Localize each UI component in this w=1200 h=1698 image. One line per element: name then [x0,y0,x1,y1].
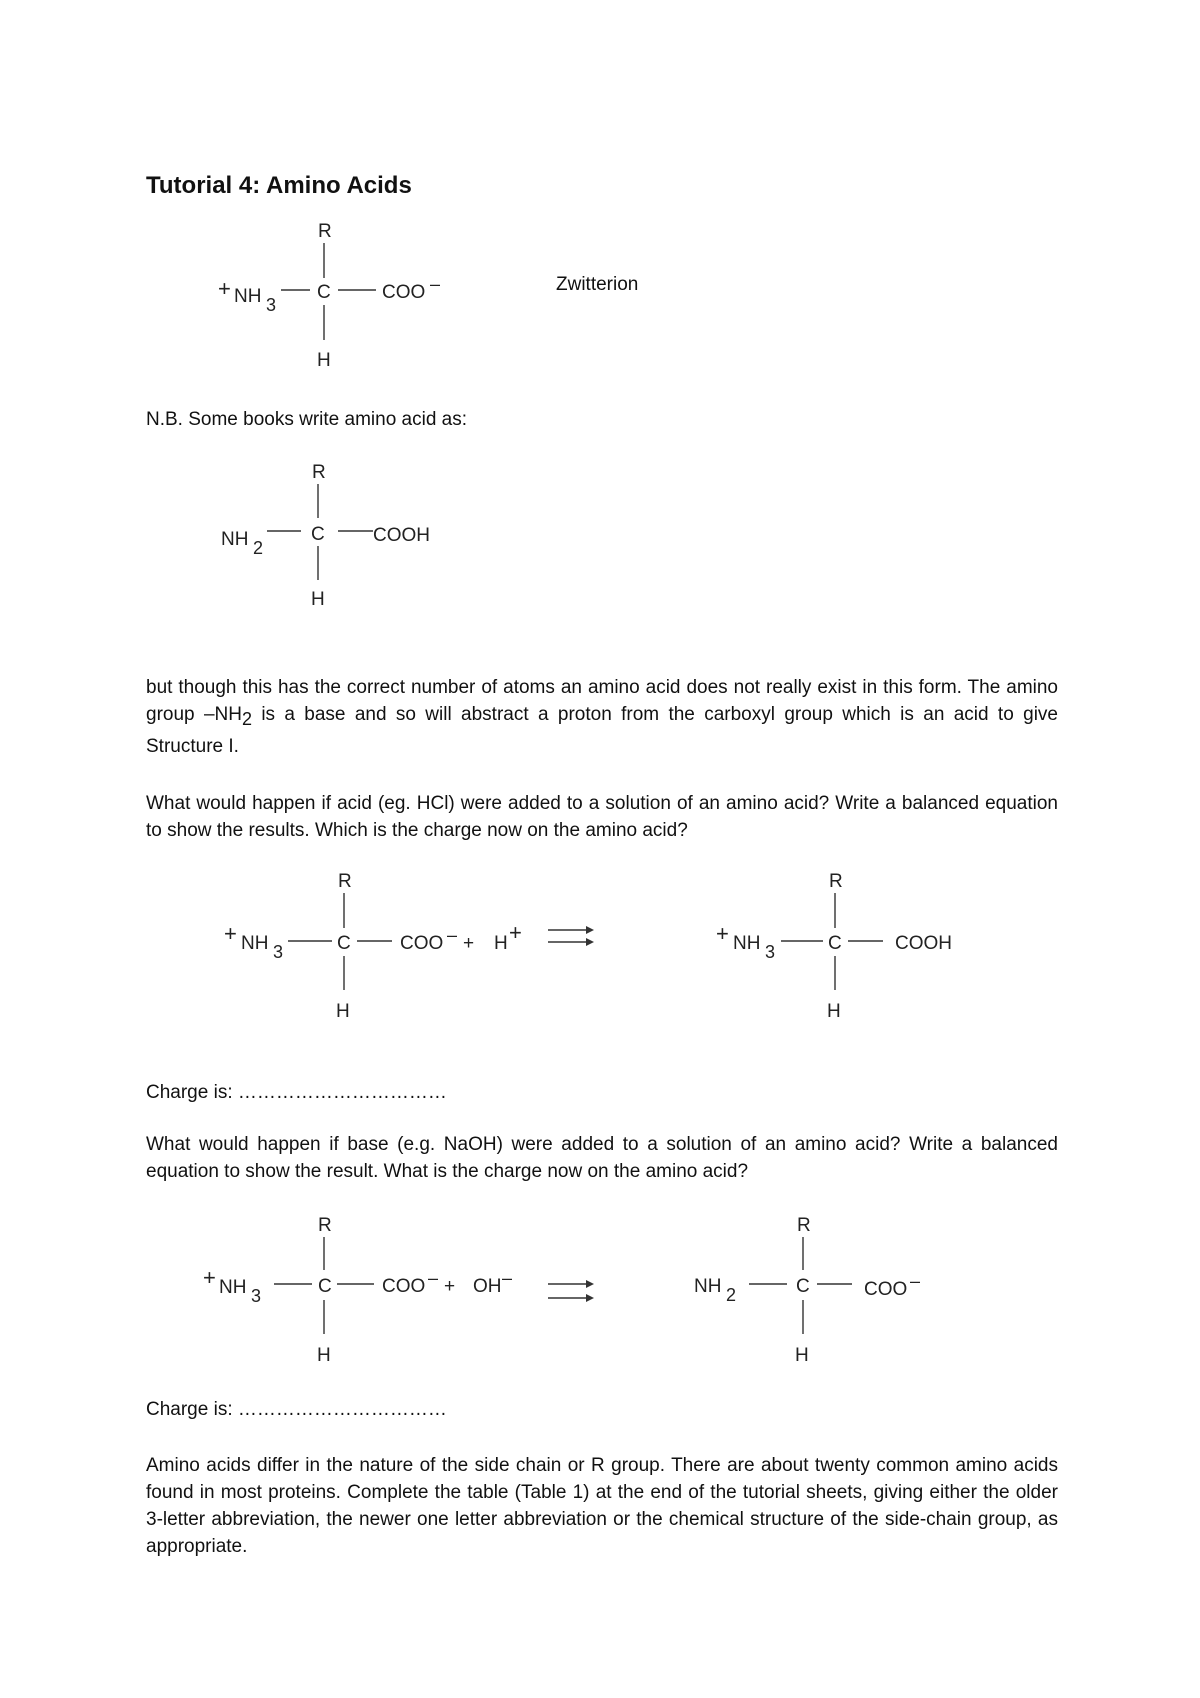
explanation-text-a: but though this has the correct number of atoms an amino acid does not really exist in this form. The amino group –NH [146,677,1058,725]
subscript-2: 2 [253,538,264,558]
carboxyl-label: COOH [373,525,430,546]
amine-label: NH [219,1277,247,1298]
hydroxide-label: OH [473,1276,502,1297]
alpha-carbon-label: C [317,282,331,303]
plus-operator: + [463,933,475,954]
product-anion [694,1215,920,1366]
zwitterion-label: Zwitterion [556,274,639,295]
hydrogen-label: H [311,589,325,610]
minus-charge: – [910,1271,921,1291]
r-group-label: R [318,221,332,242]
alpha-carbon-label: C [318,1276,332,1297]
carboxylate-label: COO [382,282,426,303]
nb-note: N.B. Some books write amino acid as: [146,409,468,430]
proton-charge: + [509,920,522,945]
hydroxide-charge: – [502,1268,513,1288]
carboxylate-label: COO [400,933,444,954]
acid-question: What would happen if acid (eg. HCl) were added to a solution of an amino acid? Write a balanced equation to show the results. Which is the charge now on the amino acid? [146,793,1058,841]
subscript-2: 2 [726,1285,737,1305]
subscript-3: 3 [251,1286,262,1306]
amine-label: NH [733,933,761,954]
alpha-carbon-label: C [828,933,842,954]
equilibrium-arrows [548,1280,594,1302]
carboxylate-label: COO [382,1276,426,1297]
explanation-text-b: is a base and so will abstract a proton from the carboxyl group which is an acid to give Structure I. [146,704,1058,757]
charge-answer-line-base: Charge is: …………………………… [146,1399,447,1420]
closing-paragraph: Amino acids differ in the nature of the side chain or R group. There are about twenty common amino acids found in most proteins. Complete the table (Table 1) at the end of the tutorial sheets, giving either the older 3-letter abbreviation, the newer one letter abbreviation or the chemical structure of the side-chain group, as appropriate. [146,1455,1058,1557]
base-question: What would happen if base (e.g. NaOH) were added to a solution of an amino acid? Write a balanced equation to show the result. What is the charge now on the amino acid? [146,1134,1058,1182]
subscript-3: 3 [273,942,284,962]
minus-charge: – [428,1268,439,1288]
r-group-label: R [312,462,326,483]
r-group-label: R [338,871,352,892]
r-group-label: R [318,1215,332,1236]
plus-charge: + [203,1265,216,1290]
hydrogen-label: H [317,1345,331,1366]
amine-label: NH [234,286,262,307]
hydrogen-label: H [795,1345,809,1366]
plus-charge: + [218,276,231,301]
r-group-label: R [797,1215,811,1236]
proton-label: H [494,933,508,954]
alpha-carbon-label: C [796,1276,810,1297]
hydrogen-label: H [336,1001,350,1022]
amine-label: NH [241,933,269,954]
r-group-label: R [829,871,843,892]
reactant-zwitterion [203,1215,438,1366]
subscript-3: 3 [266,295,277,315]
carboxylate-label: COO [864,1279,908,1300]
plus-operator: + [444,1276,456,1297]
amine-label: NH [694,1276,722,1297]
minus-charge: – [430,274,441,294]
subscript-3: 3 [765,942,776,962]
minus-charge: – [447,925,458,945]
hydrogen-label: H [317,350,331,371]
page-title: Tutorial 4: Amino Acids [146,172,412,199]
alpha-carbon-label: C [311,524,325,545]
alpha-carbon-label: C [337,933,351,954]
plus-charge: + [716,921,729,946]
hydrogen-label: H [827,1001,841,1022]
explanation-subscript: 2 [241,708,252,729]
plus-charge: + [224,921,237,946]
carboxyl-label: COOH [895,933,952,954]
charge-answer-line-acid: Charge is: …………………………… [146,1082,447,1103]
amine-label: NH [221,529,249,550]
